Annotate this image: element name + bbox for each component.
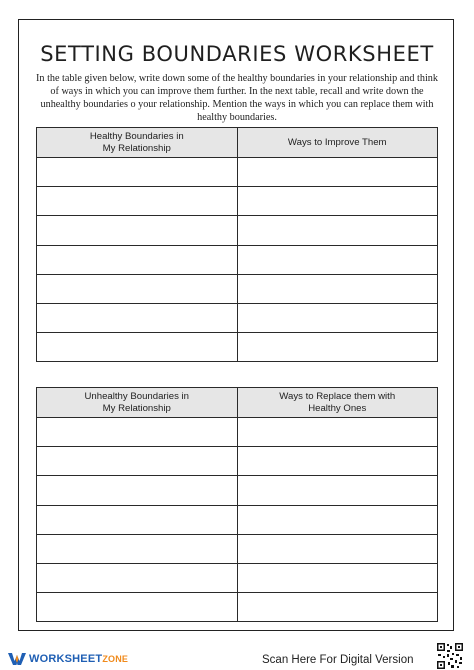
unhealthy-boundary-cell[interactable]	[37, 505, 238, 534]
healthy-action-cell[interactable]	[237, 274, 438, 303]
healthy-boundary-cell[interactable]	[37, 303, 238, 332]
worksheetzone-logo-icon	[8, 652, 26, 666]
table-row	[37, 216, 438, 245]
healthy-action-cell[interactable]	[237, 303, 438, 332]
unhealthy-action-cell[interactable]	[237, 505, 438, 534]
healthy-action-cell[interactable]	[237, 158, 438, 187]
table-row	[37, 303, 438, 332]
table-row	[37, 274, 438, 303]
instructions-paragraph: In the table given below, write down some of the healthy boundaries in your relationship and think of ways in which you can improve them further. In the next table, recall and write down the unhealthy boundaries o your relationship. Mention the ways in which you can replace them with healthy boundaries.	[36, 73, 438, 123]
scan-prompt: Scan Here For Digital Version	[262, 654, 414, 666]
unhealthy-boundary-cell[interactable]	[37, 476, 238, 505]
healthy-boundary-cell[interactable]	[37, 274, 238, 303]
table-row	[37, 333, 438, 362]
healthy-action-cell[interactable]	[237, 245, 438, 274]
healthy-boundary-cell[interactable]	[37, 187, 238, 216]
unhealthy-action-cell[interactable]	[237, 447, 438, 476]
unhealthy-boundary-cell[interactable]	[37, 563, 238, 592]
unhealthy-boundary-cell[interactable]	[37, 447, 238, 476]
unhealthy-action-cell[interactable]	[237, 418, 438, 447]
unhealthy-boundaries-table	[36, 387, 438, 622]
table-row	[37, 187, 438, 216]
qr-code-icon[interactable]	[436, 642, 464, 670]
brand-name: WORKSHEET	[29, 653, 103, 665]
unhealthy-boundaries-rows	[37, 418, 438, 622]
healthy-boundaries-header: Healthy Boundaries in My Relationship	[37, 128, 238, 158]
table-header-row	[37, 388, 438, 418]
unhealthy-action-cell[interactable]	[237, 593, 438, 622]
unhealthy-action-cell[interactable]	[237, 563, 438, 592]
unhealthy-action-cell[interactable]	[237, 476, 438, 505]
ways-to-replace-header: Ways to Replace them with Healthy Ones	[237, 388, 438, 418]
healthy-boundary-cell[interactable]	[37, 216, 238, 245]
unhealthy-boundary-cell[interactable]	[37, 593, 238, 622]
healthy-boundaries-table	[36, 127, 438, 362]
table-row	[37, 447, 438, 476]
table-row	[37, 563, 438, 592]
healthy-boundary-cell[interactable]	[37, 333, 238, 362]
healthy-action-cell[interactable]	[237, 333, 438, 362]
healthy-boundaries-rows	[37, 158, 438, 362]
healthy-boundary-cell[interactable]	[37, 245, 238, 274]
table-row	[37, 418, 438, 447]
unhealthy-boundaries-header: Unhealthy Boundaries in My Relationship	[37, 388, 238, 418]
unhealthy-boundary-cell[interactable]	[37, 418, 238, 447]
table-header-row	[37, 128, 438, 158]
table-row	[37, 534, 438, 563]
table-row	[37, 505, 438, 534]
healthy-action-cell[interactable]	[237, 187, 438, 216]
table-row	[37, 245, 438, 274]
unhealthy-boundary-cell[interactable]	[37, 534, 238, 563]
worksheetzone-logo	[8, 652, 128, 666]
footer	[0, 642, 474, 670]
brand-suffix: ZONE	[102, 654, 129, 664]
table-row	[37, 593, 438, 622]
ways-to-improve-header: Ways to Improve Them	[237, 128, 438, 158]
healthy-boundary-cell[interactable]	[37, 158, 238, 187]
worksheet-title: SETTING BOUNDARIES WORKSHEET	[40, 42, 434, 66]
table-row	[37, 158, 438, 187]
unhealthy-action-cell[interactable]	[237, 534, 438, 563]
table-row	[37, 476, 438, 505]
healthy-action-cell[interactable]	[237, 216, 438, 245]
